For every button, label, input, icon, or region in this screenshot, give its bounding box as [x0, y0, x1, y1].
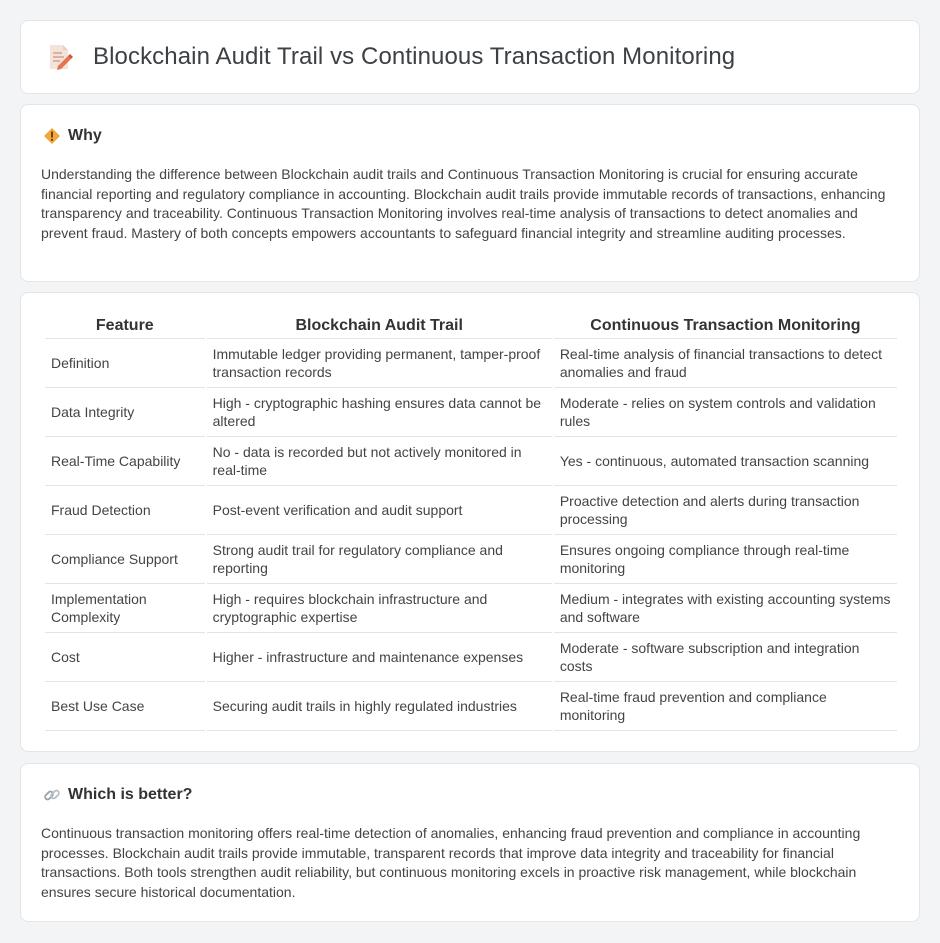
table-row [45, 437, 897, 486]
feature-cell: Data Integrity [45, 388, 205, 437]
monitoring-cell: Real-time analysis of financial transactions to detect anomalies and fraud [554, 339, 897, 388]
monitoring-cell: Ensures ongoing compliance through real-time monitoring [554, 535, 897, 584]
monitoring-cell: Proactive detection and alerts during transaction processing [554, 486, 897, 535]
document-pencil-icon [47, 43, 73, 71]
blockchain-cell: High - requires blockchain infrastructure and cryptographic expertise [207, 584, 552, 633]
feature-cell: Fraud Detection [45, 486, 205, 535]
better-paragraph: Continuous transaction monitoring offers real-time detection of anomalies, enhancing fraud prevention and compliance in accounting processes. Blockchain audit trails provide immutable, transparent records that improve data integrity and traceability for financial transactions. Both tools strengthen audit reliability, but continuous monitoring excels in proactive risk management, while blockchain ensures secure historical documentation. [41, 825, 861, 900]
why-heading [43, 127, 102, 145]
blockchain-cell: High - cryptographic hashing ensures data cannot be altered [207, 388, 552, 437]
comparison-card [20, 292, 920, 752]
header-feature: Feature [45, 313, 205, 339]
monitoring-cell: Moderate - software subscription and integration costs [554, 633, 897, 682]
diamond-warning-icon [43, 127, 61, 145]
monitoring-cell: Moderate - relies on system controls and validation rules [554, 388, 897, 437]
blockchain-cell: Higher - infrastructure and maintenance expenses [207, 633, 552, 682]
header-monitoring: Continuous Transaction Monitoring [554, 313, 897, 339]
blockchain-cell: Immutable ledger providing permanent, tamper-proof transaction records [207, 339, 552, 388]
blockchain-cell: Strong audit trail for regulatory compliance and reporting [207, 535, 552, 584]
why-card [20, 104, 920, 282]
blockchain-cell: Post-event verification and audit support [207, 486, 552, 535]
which-better-card [20, 763, 920, 922]
feature-cell: Definition [45, 339, 205, 388]
feature-cell: Best Use Case [45, 682, 205, 731]
table-row [45, 339, 897, 388]
monitoring-cell: Real-time fraud prevention and compliance monitoring [554, 682, 897, 731]
table-row [45, 535, 897, 584]
page-title: Blockchain Audit Trail vs Continuous Transaction Monitoring [93, 43, 736, 70]
better-title: Which is better? [68, 786, 193, 803]
table-row [45, 388, 897, 437]
comparison-table [43, 313, 899, 731]
feature-cell: Implementation Complexity [45, 584, 205, 633]
monitoring-cell: Medium - integrates with existing accounting systems and software [554, 584, 897, 633]
table-row [45, 486, 897, 535]
link-icon [43, 786, 61, 804]
why-paragraph: Understanding the difference between Blockchain audit trails and Continuous Transaction Monitoring is crucial for ensuring accurate financial reporting and regulatory compliance in accounting. Blockchain audit trails provide immutable records of transactions, enhancing transparency and traceability. Continuous Transaction Monitoring involves real-time analysis of transactions to detect anomalies and prevent fraud. Mastery of both concepts empowers accountants to safeguard financial integrity and streamline auditing processes. [41, 166, 886, 241]
title-bar [47, 43, 735, 71]
feature-cell: Cost [45, 633, 205, 682]
table-row [45, 584, 897, 633]
header-blockchain: Blockchain Audit Trail [207, 313, 552, 339]
better-heading [43, 786, 192, 804]
blockchain-cell: No - data is recorded but not actively monitored in real-time [207, 437, 552, 486]
feature-cell: Compliance Support [45, 535, 205, 584]
table-row [45, 633, 897, 682]
why-title: Why [68, 127, 102, 144]
table-row [45, 682, 897, 731]
title-card [20, 20, 920, 94]
feature-cell: Real-Time Capability [45, 437, 205, 486]
blockchain-cell: Securing audit trails in highly regulated industries [207, 682, 552, 731]
monitoring-cell: Yes - continuous, automated transaction scanning [554, 437, 897, 486]
table-header-row [45, 313, 897, 339]
